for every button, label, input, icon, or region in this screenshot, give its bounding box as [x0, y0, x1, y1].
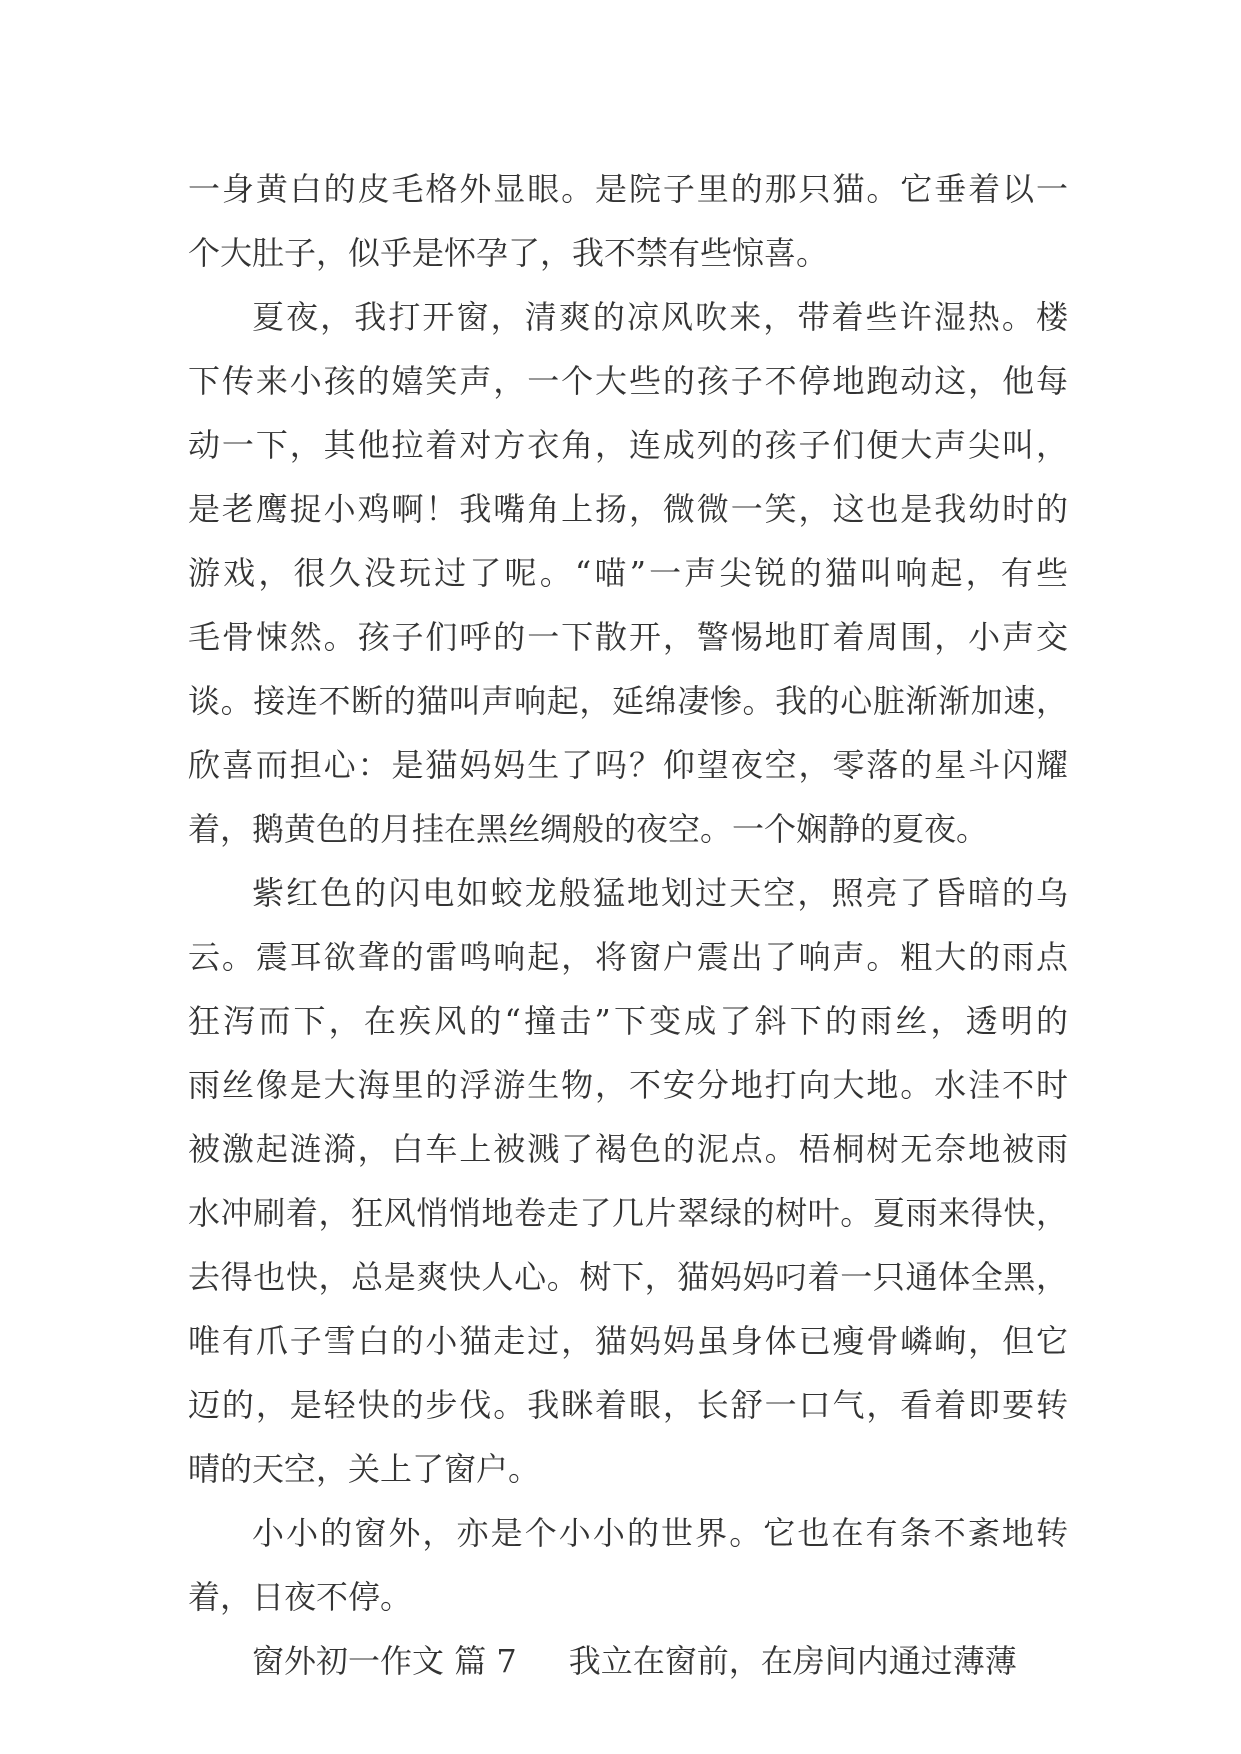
section-number: 篇 7 — [454, 1642, 517, 1680]
essay-body — [188, 157, 1068, 1693]
text-line: 下传来小孩的嬉笑声，一个大些的孩子不停地跑动这，他每 — [188, 362, 1068, 400]
essay-title: 窗外初一作文 — [252, 1642, 445, 1680]
text-line: 着，日夜不停。 — [188, 1578, 413, 1616]
text-line: 小小的窗外，亦是个小小的世界。它也在有条不紊地转 — [252, 1514, 1068, 1552]
text-line: 动一下，其他拉着对方衣角，连成列的孩子们便大声尖叫， — [188, 426, 1068, 464]
text-line: 个大肚子，似乎是怀孕了，我不禁有些惊喜。 — [188, 234, 829, 272]
text-line: 谈。接连不断的猫叫声响起，延绵凄惨。我的心脏渐渐加速， — [188, 682, 1068, 720]
text-line: 云。震耳欲聋的雷鸣响起，将窗户震出了响声。粗大的雨点 — [188, 938, 1068, 976]
section-opening-text: 我立在窗前，在房间内通过薄薄 — [568, 1642, 1017, 1680]
text-line: 欣喜而担心：是猫妈妈生了吗？仰望夜空，零落的星斗闪耀 — [188, 746, 1068, 784]
text-line: 毛骨悚然。孩子们呼的一下散开，警惕地盯着周围，小声交 — [188, 618, 1068, 656]
text-line: 一身黄白的皮毛格外显眼。是院子里的那只猫。它垂着以一 — [188, 170, 1068, 208]
text-line: 雨丝像是大海里的浮游生物，不安分地打向大地。水洼不时 — [188, 1066, 1068, 1104]
text-line: 游戏，很久没玩过了呢。“喵”一声尖锐的猫叫响起，有些 — [188, 554, 1068, 592]
text-line: 晴的天空，关上了窗户。 — [188, 1450, 541, 1488]
text-line: 夏夜，我打开窗，清爽的凉风吹来，带着些许湿热。楼 — [252, 298, 1068, 336]
text-line: 去得也快，总是爽快人心。树下，猫妈妈叼着一只通体全黑， — [188, 1258, 1068, 1296]
text-line: 着，鹅黄色的月挂在黑丝绸般的夜空。一个娴静的夏夜。 — [188, 810, 989, 848]
text-line: 被激起涟漪，白车上被溅了褐色的泥点。梧桐树无奈地被雨 — [188, 1130, 1068, 1168]
section-heading-line — [188, 1629, 1068, 1693]
text-line: 唯有爪子雪白的小猫走过，猫妈妈虽身体已瘦骨嶙峋，但它 — [188, 1322, 1068, 1360]
text-line: 迈的，是轻快的步伐。我眯着眼，长舒一口气，看着即要转 — [188, 1386, 1068, 1424]
text-line: 紫红色的闪电如蛟龙般猛地划过天空，照亮了昏暗的乌 — [252, 874, 1068, 912]
text-line: 狂泻而下，在疾风的“撞击”下变成了斜下的雨丝，透明的 — [188, 1002, 1068, 1040]
text-line: 是老鹰捉小鸡啊！我嘴角上扬，微微一笑，这也是我幼时的 — [188, 490, 1068, 528]
text-line: 水冲刷着，狂风悄悄地卷走了几片翠绿的树叶。夏雨来得快， — [188, 1194, 1068, 1232]
